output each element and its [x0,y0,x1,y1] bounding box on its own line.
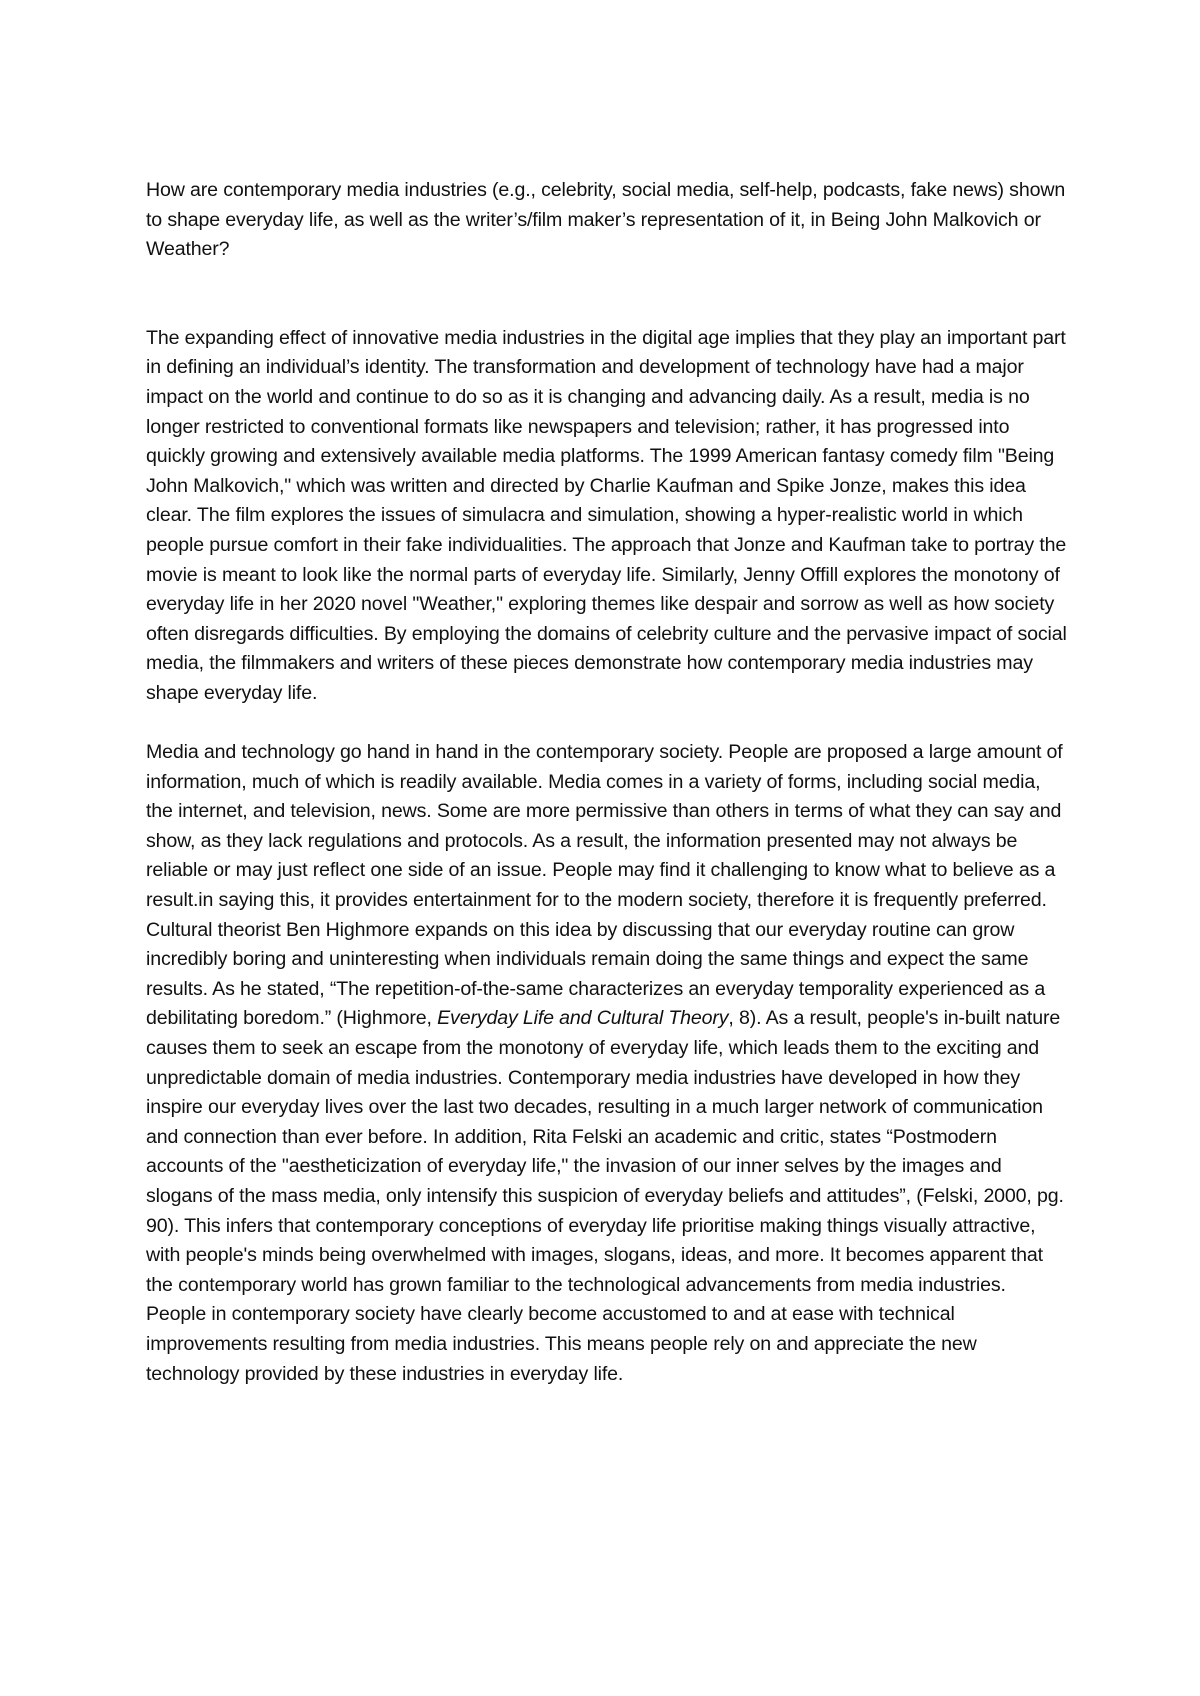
document-body [146,176,1071,1389]
paragraph-2-book-title: Everyday Life and Cultural Theory [437,1007,729,1030]
paragraph-2-text-b: , 8). As a result, people's in-built nature causes them to seek an escape from the monotony of everyday life, which leads them to the exciting and unpredictable domain of media industries. Contemporary media industries have developed in how they inspire our everyday lives over the last two decades, resulting in a much larger network of communication and connection than ever before. In addition, Rita Felski an academic and critic, states “Postmodern accounts of the "aestheticization of everyday life," the invasion of our inner selves by the images and slogans of the mass media, only intensify this suspicion of everyday beliefs and attitudes”, (Felski, 2000, pg. 90). This infers that contemporary conceptions of everyday life prioritise making things visually attractive, with people's minds being overwhelmed with images, slogans, ideas, and more. It becomes apparent that the contemporary world has grown familiar to the technological advancements from media industries. People in contemporary society have clearly become accustomed to and at ease with technical improvements resulting from media industries. This means people rely on and appreciate the new technology provided by these industries in everyday life. [146,1007,1064,1385]
paragraph-2 [146,738,1071,1389]
essay-question: How are contemporary media industries (e.g., celebrity, social media, self-help, podcasts, fake news) shown to shape everyday life, as well as the writer’s/film maker’s representation of it, in Being John Malkovich or Weather? [146,179,1066,261]
paragraph-2-text-a: Media and technology go hand in hand in the contemporary society. People are proposed a large amount of information, much of which is readily available. Media comes in a variety of forms, including social media, the internet, and television, news. Some are more permissive than others in terms of what they can say and show, as they lack regulations and protocols. As a result, the information presented may not always be reliable or may just reflect one side of an issue. People may find it challenging to know what to believe as a result.in saying this, it provides entertainment for to the modern society, therefore it is frequently preferred. Cultural theorist Ben Highmore expands on this idea by discussing that our everyday routine can grow incredibly boring and uninteresting when individuals remain doing the same things and expect the same results. As he stated, “The repetition-of-the-same characterizes an everyday temporality experienced as a debilitating boredom.” (Highmore, [146,741,1063,1030]
paragraph-1: The expanding effect of innovative media industries in the digital age implies that they play an important part in defining an individual’s identity. The transformation and development of technology have had a major impact on the world and continue to do so as it is changing and advancing daily. As a result, media is no longer restricted to conventional formats like newspapers and television; rather, it has progressed into quickly growing and extensively available media platforms. The 1999 American fantasy comedy film "Being John Malkovich," which was written and directed by Charlie Kaufman and Spike Jonze, makes this idea clear. The film explores the issues of simulacra and simulation, showing a hyper-realistic world in which people pursue comfort in their fake individualities. The approach that Jonze and Kaufman take to portray the movie is meant to look like the normal parts of everyday life. Similarly, Jenny Offill explores the monotony of everyday life in her 2020 novel "Weather," exploring themes like despair and sorrow as well as how society often disregards difficulties. By employing the domains of celebrity culture and the pervasive impact of social media, the filmmakers and writers of these pieces demonstrate how contemporary media industries may shape everyday life. [146,326,1067,704]
